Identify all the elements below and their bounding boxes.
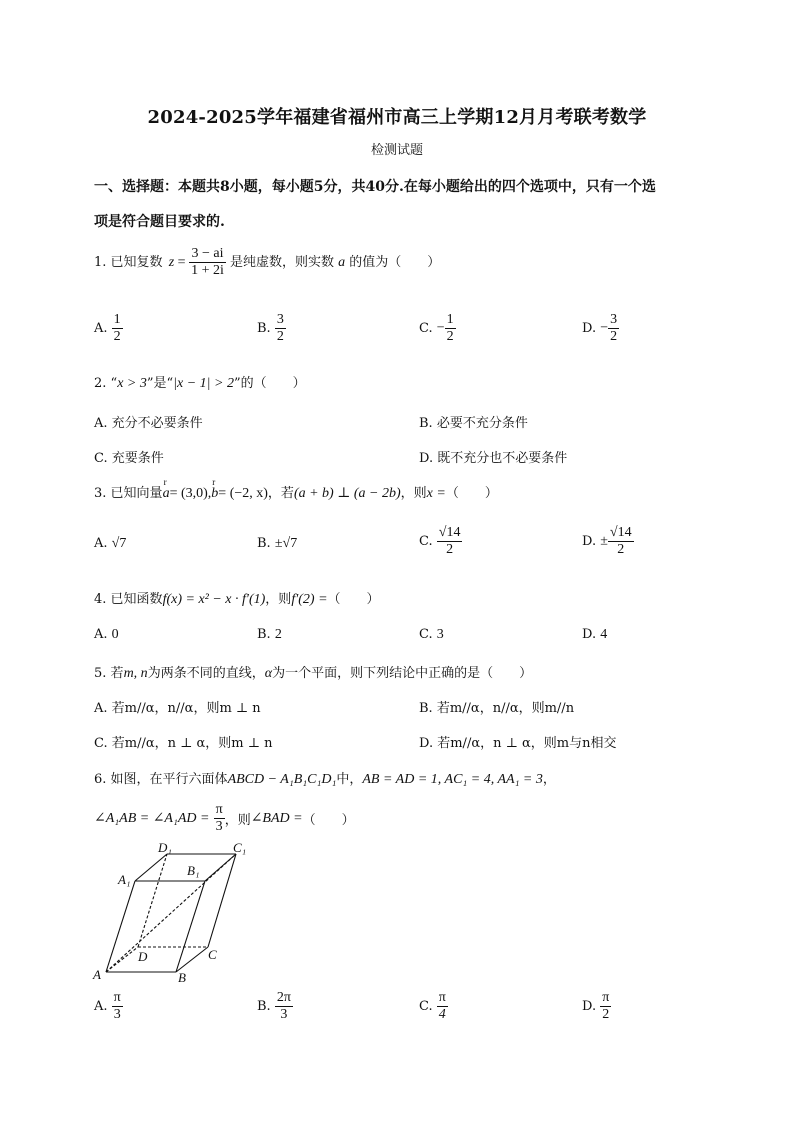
q5-option-c[interactable]: C. 若m//α，n ⊥ α，则m ⊥ n bbox=[94, 736, 273, 751]
vertex-label-a1: A₁ bbox=[118, 872, 131, 887]
vertex-label-c: C bbox=[208, 947, 217, 962]
q1-z-fraction: $\frac{3 - ai}{1 + 2i}$ bbox=[191, 246, 224, 279]
vertex-label-c1: C₁ bbox=[233, 840, 247, 855]
q6-option-a[interactable]: A. $\frac{\pi}{3}$ bbox=[94, 990, 121, 1023]
vertex-label-a: A bbox=[93, 967, 101, 982]
q4-option-b[interactable]: B. 2 bbox=[257, 627, 282, 642]
question-6-line2: ∠A₁AB = ∠A₁AD = $\frac{\pi}{3}$ ，则∠BAD =（ ） bbox=[94, 802, 355, 835]
q1-option-b[interactable]: B. $\frac{3}{2}$ bbox=[257, 312, 284, 345]
q6-option-b[interactable]: B. $\frac{2\pi}{3}$ bbox=[257, 990, 291, 1023]
q3-option-a[interactable]: A. √7 bbox=[94, 536, 127, 551]
q5-option-a[interactable]: A. 若m//α，n//α，则m ⊥ n bbox=[94, 701, 261, 716]
q4-option-c[interactable]: C. 3 bbox=[419, 627, 444, 642]
question-1: 1. 已知复数 z = $\frac{3 - ai}{1 + 2i}$ 是纯虚数，则实数 a 的值为（ ） bbox=[94, 246, 441, 279]
section-heading-line1: 一、选择题：本题共8小题，每小题5分，共40分.在每小题给出的四个选项中，只有一个选 bbox=[94, 179, 656, 195]
vertex-label-b: B bbox=[178, 970, 186, 985]
q6-option-c[interactable]: C. $\frac{\pi}{4}$ bbox=[419, 990, 446, 1023]
q6-option-d[interactable]: D. $\frac{\pi}{2}$ bbox=[582, 990, 610, 1023]
q3-option-d[interactable]: D. ± $\frac{√14}{2}$ bbox=[582, 525, 632, 558]
q1-option-d[interactable]: D. − $\frac{3}{2}$ bbox=[582, 312, 618, 345]
question-4: 4. 已知函数f(x) = x² − x · f′(1)，则f′(2) =（ ） bbox=[94, 592, 380, 607]
q3-option-b[interactable]: B. ±√7 bbox=[257, 536, 298, 551]
q3-option-c[interactable]: C. $\frac{√14}{2}$ bbox=[419, 525, 461, 558]
q4-option-a[interactable]: A. 0 bbox=[94, 627, 119, 642]
q1-option-c[interactable]: C. − $\frac{1}{2}$ bbox=[419, 312, 454, 345]
document-subtitle: 检测试题 bbox=[370, 143, 423, 158]
vertex-label-b1: B₁ bbox=[187, 863, 200, 878]
vertex-label-d: D bbox=[138, 949, 148, 964]
document-title: 2024-2025学年福建省福州市高三上学期12月月考联考数学 bbox=[147, 107, 647, 128]
question-6: 6. 如图，在平行六面体ABCD − A₁B₁C₁D₁中，AB = AD = 1, AC₁ = 4, AA₁ = 3， bbox=[94, 772, 556, 787]
q2-option-a[interactable]: A. 充分不必要条件 bbox=[94, 416, 203, 431]
q1-option-a[interactable]: A. $\frac{1}{2}$ bbox=[94, 312, 121, 345]
question-5: 5. 若m, n为两条不同的直线，α为一个平面，则下列结论中正确的是（ ） bbox=[94, 666, 533, 681]
question-2: 2. “x > 3”是“|x − 1| > 2”的（ ） bbox=[94, 376, 306, 391]
parallelepiped-figure bbox=[90, 838, 260, 986]
q2-option-b[interactable]: B. 必要不充分条件 bbox=[419, 416, 528, 431]
question-3: 3. 已知向量r a= (3,0),r b= (−2, x)，若(a + b) ⊥ (a − 2b)，则x =（ ） bbox=[94, 482, 498, 502]
q2-option-d[interactable]: D. 既不充分也不必要条件 bbox=[419, 451, 568, 466]
q5-option-d[interactable]: D. 若m//α，n ⊥ α，则m与n相交 bbox=[419, 736, 617, 751]
section-heading-line2: 项是符合题目要求的. bbox=[94, 214, 225, 230]
q5-option-b[interactable]: B. 若m//α，n//α，则m//n bbox=[419, 701, 575, 716]
q2-option-c[interactable]: C. 充要条件 bbox=[94, 451, 164, 466]
vertex-label-d1: D₁ bbox=[158, 840, 172, 855]
q4-option-d[interactable]: D. 4 bbox=[582, 627, 608, 642]
